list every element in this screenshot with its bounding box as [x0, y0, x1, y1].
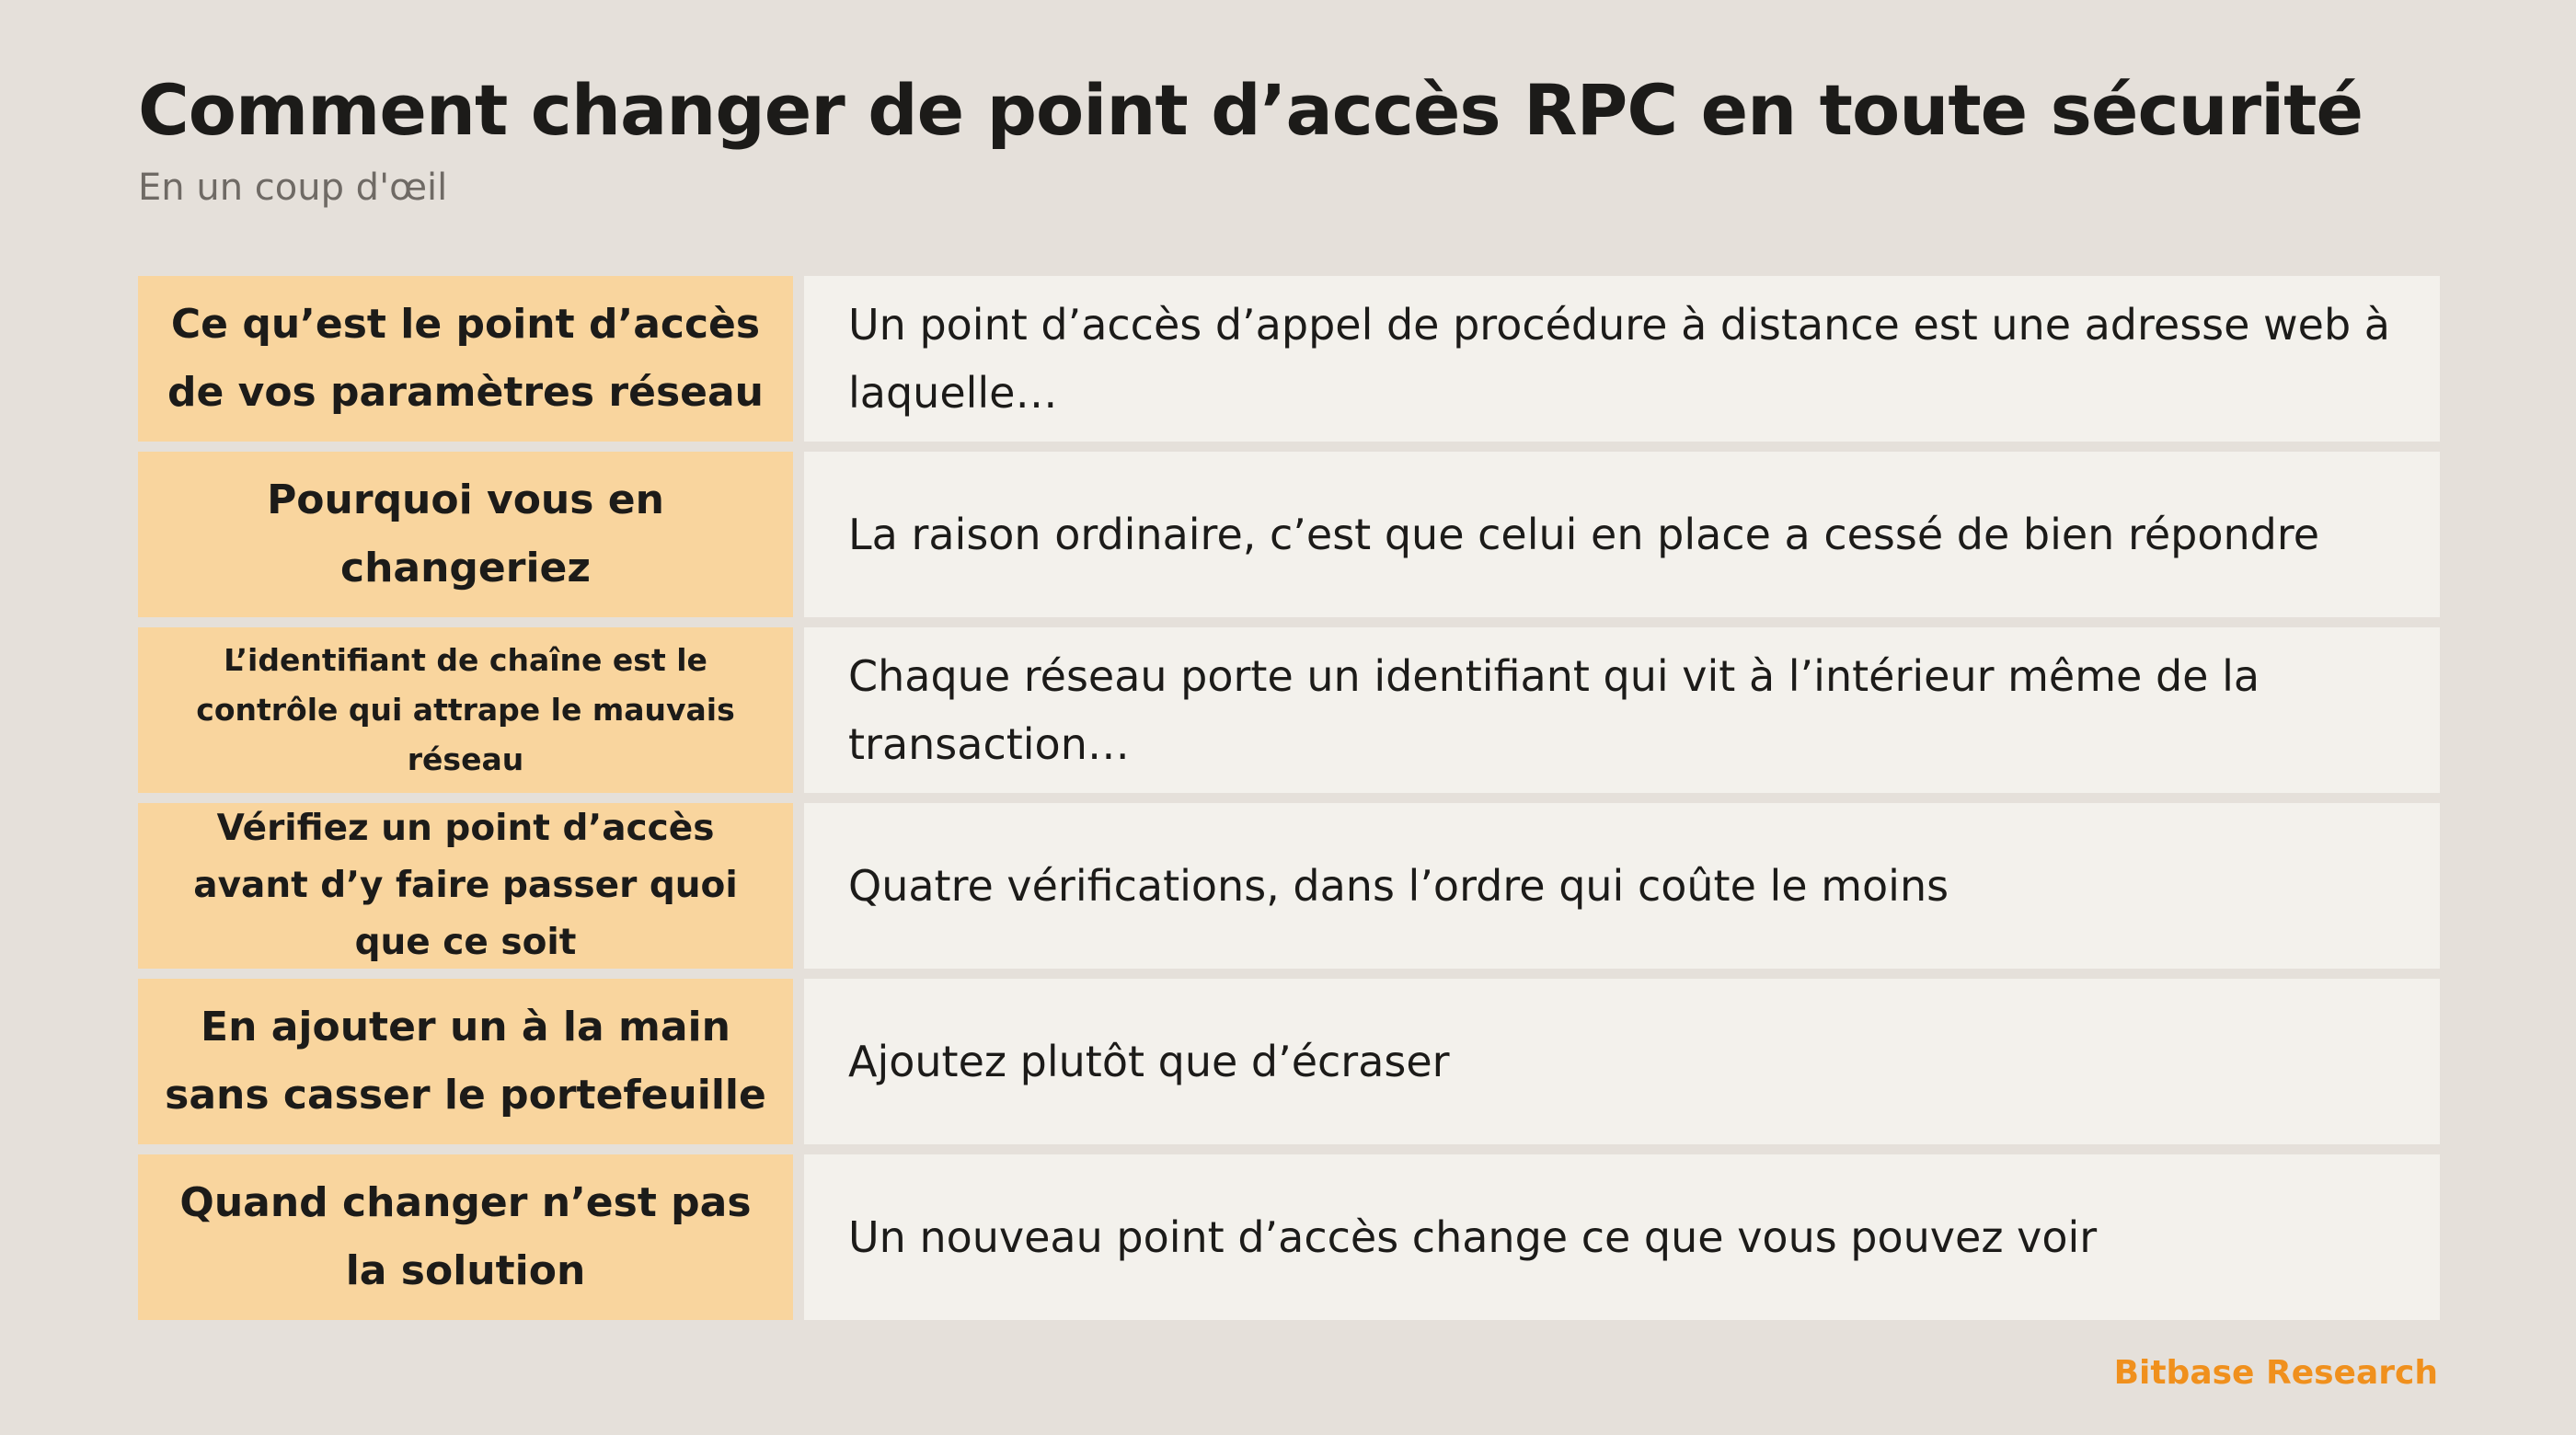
brand-label: Bitbase Research [2113, 1354, 2438, 1392]
column-divider [793, 452, 804, 617]
table-row [138, 276, 2440, 442]
row-value: Ajoutez plutôt que d’écraser [804, 979, 2440, 1144]
row-key: En ajouter un à la main sans casser le portefeuille [138, 979, 793, 1144]
table-row [138, 803, 2440, 969]
row-value: Quatre vérifications, dans l’ordre qui coûte le moins [804, 803, 2440, 969]
row-value: Un nouveau point d’accès change ce que vous pouvez voir [804, 1154, 2440, 1320]
row-key: Vérifiez un point d’accès avant d’y faire passer quoi que ce soit [138, 803, 793, 969]
page [138, 64, 2440, 1294]
column-divider [793, 276, 804, 442]
column-divider [793, 803, 804, 969]
table-row [138, 1154, 2440, 1320]
table-row [138, 452, 2440, 617]
row-value: Chaque réseau porte un identifiant qui vit à l’intérieur même de la transaction… [804, 627, 2440, 793]
column-divider [793, 1154, 804, 1320]
row-key: L’identifiant de chaîne est le contrôle qui attrape le mauvais réseau [138, 627, 793, 793]
page-title: Comment changer de point d’accès RPC en toute sécurité [138, 69, 2363, 151]
row-value: Un point d’accès d’appel de procédure à distance est une adresse web à laquelle… [804, 276, 2440, 442]
table-row [138, 627, 2440, 793]
row-key: Pourquoi vous en changeriez [138, 452, 793, 617]
column-divider [793, 979, 804, 1144]
row-key: Ce qu’est le point d’accès de vos paramètres réseau [138, 276, 793, 442]
summary-table [138, 276, 2440, 1320]
row-value: La raison ordinaire, c’est que celui en place a cessé de bien répondre [804, 452, 2440, 617]
column-divider [793, 627, 804, 793]
table-row [138, 979, 2440, 1144]
page-subtitle: En un coup d'œil [138, 166, 448, 209]
row-key: Quand changer n’est pas la solution [138, 1154, 793, 1320]
